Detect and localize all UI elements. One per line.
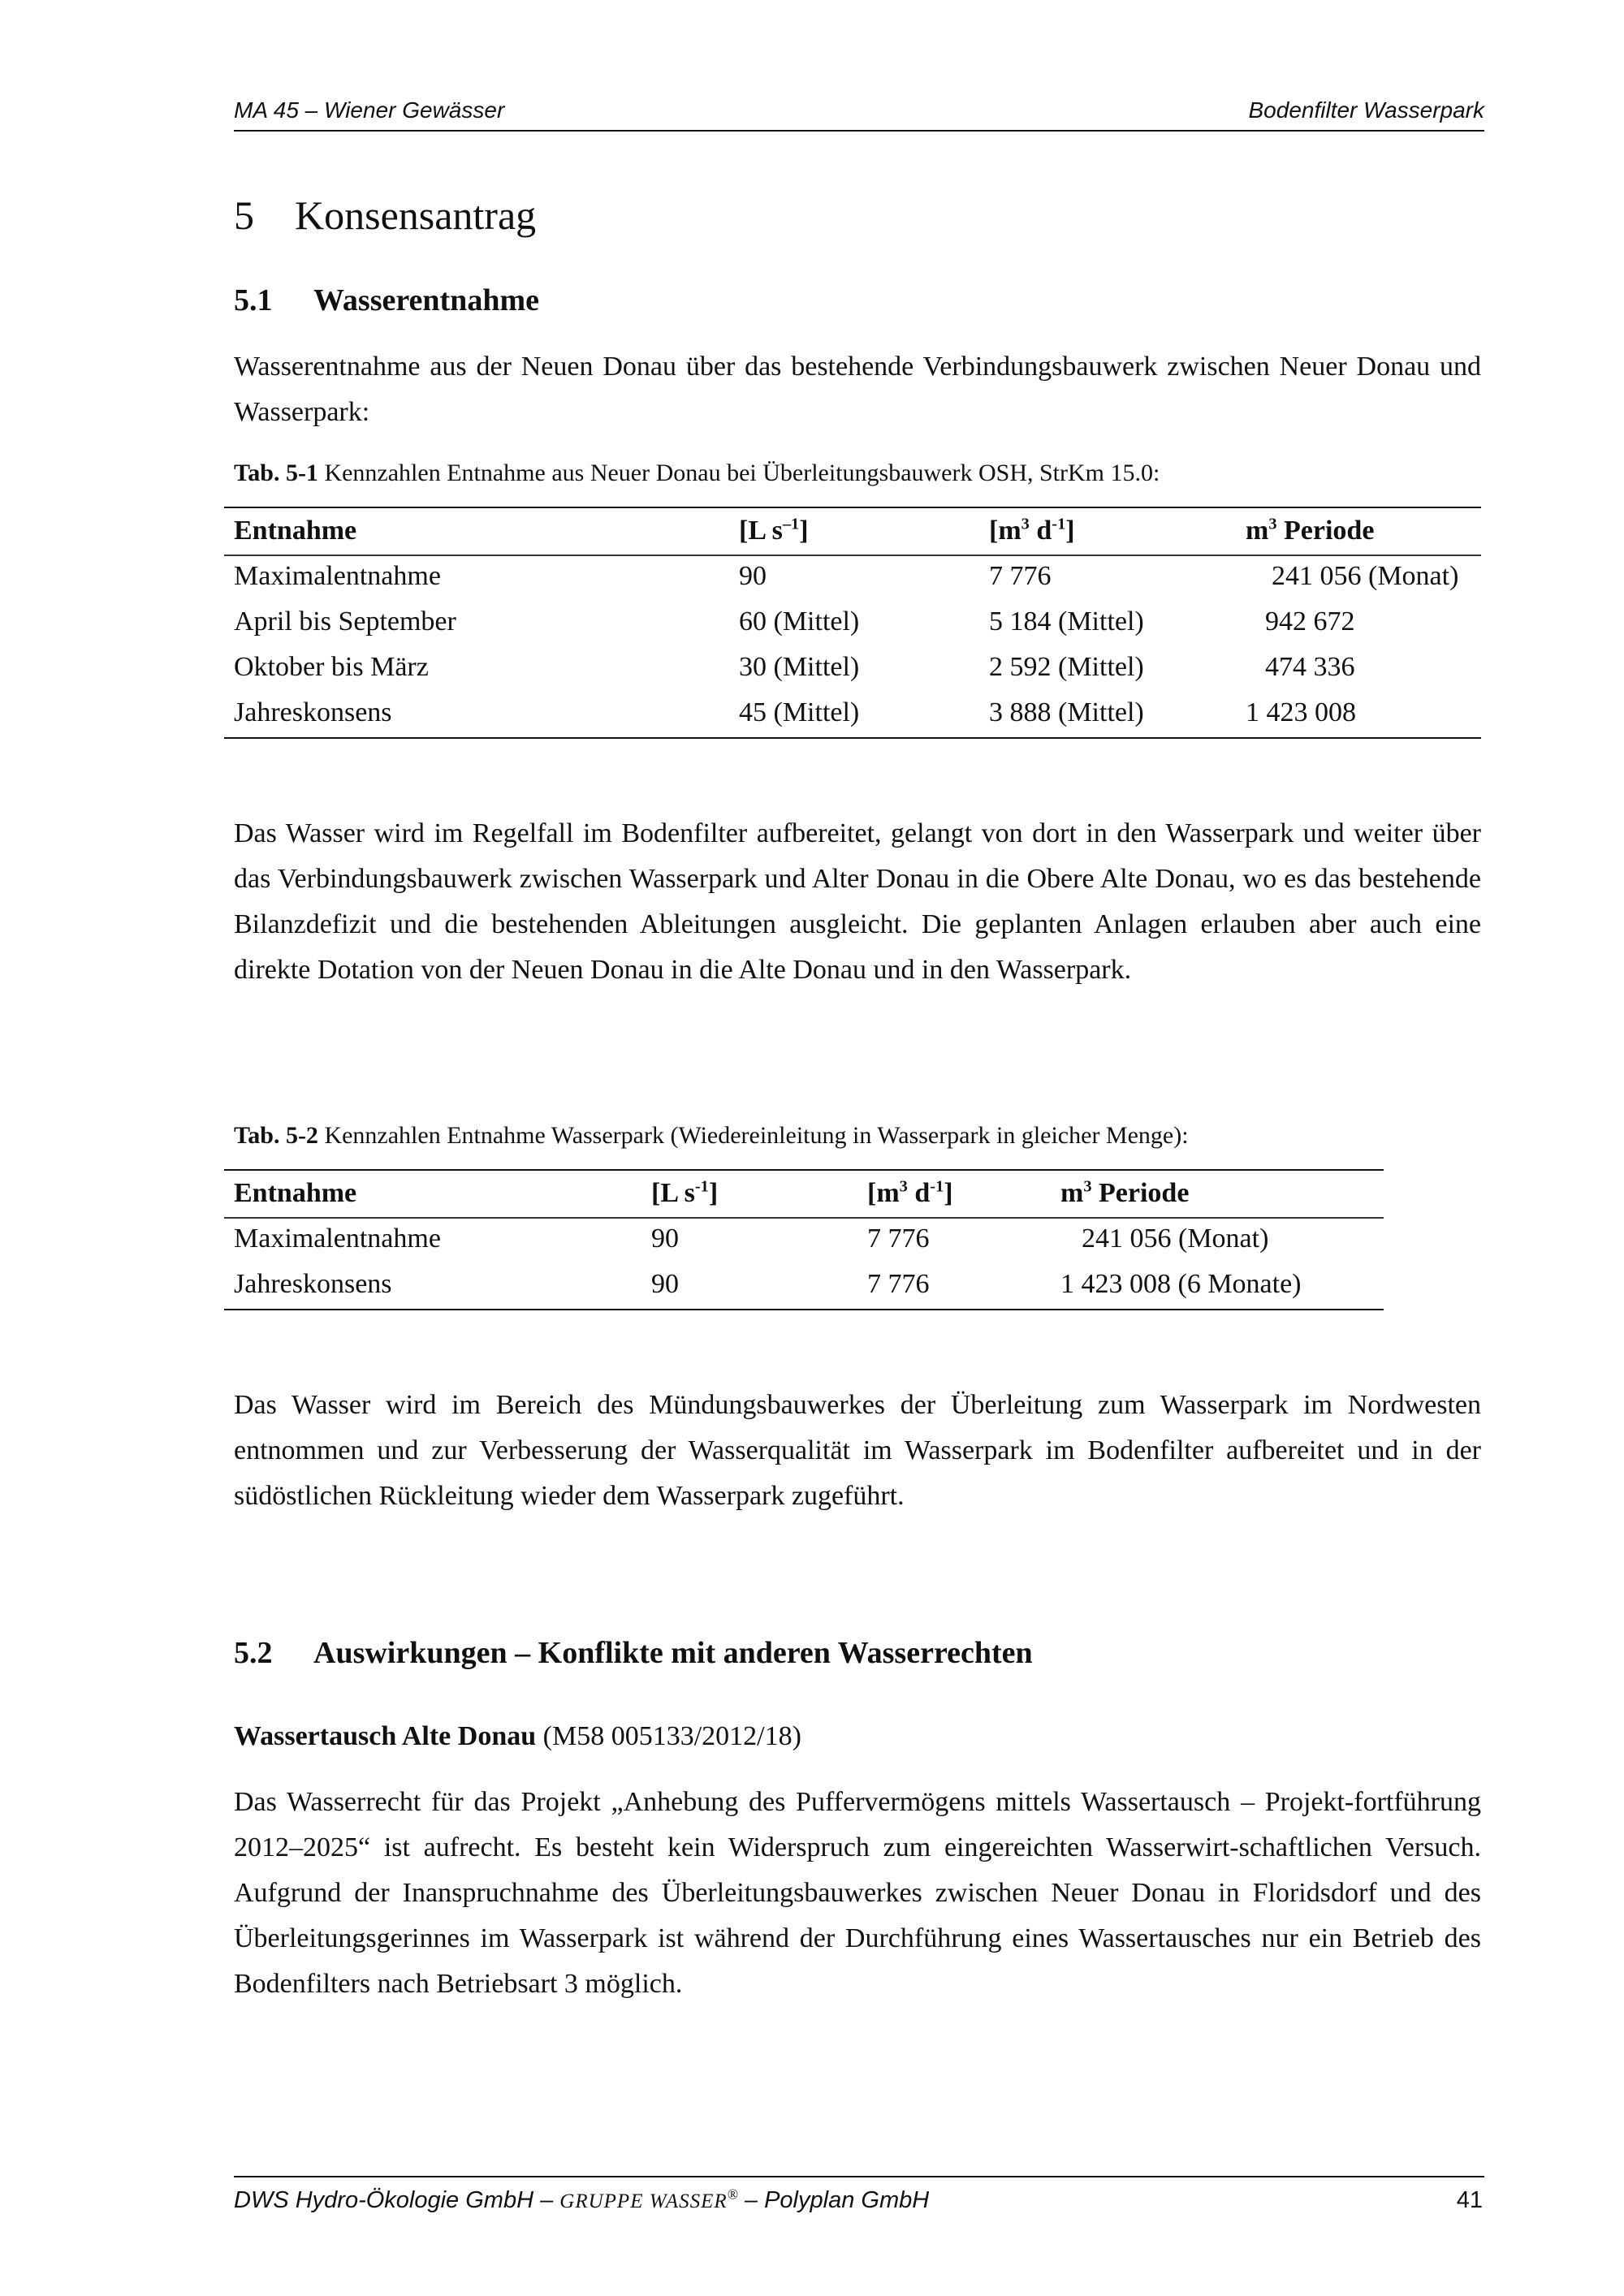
- table-cell: 2 592 (Mittel): [989, 652, 1144, 682]
- caption-label: Tab. 5-1: [234, 460, 318, 486]
- table-cell: 7 776: [989, 561, 1052, 591]
- table2-caption: [234, 1122, 1189, 1150]
- subsection-heading: [234, 1721, 801, 1752]
- table-header-row: [234, 1171, 1382, 1216]
- section-title: Konsensantrag: [295, 192, 537, 238]
- paragraph-3: Das Wasser wird im Bereich des Mündungsbauwerkes der Überleitung zum Wasserpark im Nordwesten entnommen und zur Verbesserung der Wasserqualität im Wasserpark im Bodenfilter aufbereitet und in der südöstlichen Rückleitung wieder dem Wasserpark zugeführt.: [234, 1390, 1481, 1511]
- table-header-row: [234, 508, 1489, 554]
- column-header-entnahme: Entnahme: [234, 1178, 357, 1208]
- column-header-ls: [L $s^{-1}$]: [739, 515, 809, 546]
- footer-left: [234, 2187, 929, 2214]
- column-header-entnahme: Entnahme: [234, 516, 357, 546]
- footer-registered: ®: [727, 2186, 738, 2203]
- table-cell: 3 888 (Mittel): [989, 697, 1144, 727]
- subsection-reference: (M58 005133/2012/18): [542, 1721, 801, 1751]
- table-cell: 474 336: [1265, 652, 1355, 682]
- table-cell: 60 (Mittel): [739, 606, 860, 637]
- table-cell: Jahreskonsens: [234, 1269, 392, 1299]
- table1-caption: [234, 460, 1160, 487]
- table-cell: 30 (Mittel): [739, 652, 860, 682]
- table-cell: Oktober bis März: [234, 652, 429, 682]
- table-cell: 1 423 008 (6 Monate): [1060, 1269, 1302, 1299]
- table-row: [234, 1216, 1382, 1262]
- table-row: [234, 599, 1489, 645]
- column-header-m3d: [$m^3$ $d^{-1}$]: [989, 515, 1075, 546]
- caption-text: Kennzahlen Entnahme Wasserpark (Wiedereinleitung in Wasserpark in gleicher Menge):: [324, 1122, 1189, 1149]
- column-header-m3d: [$m^3$ $d^{-1}$]: [867, 1177, 953, 1208]
- section-number: 5: [234, 192, 254, 238]
- table-cell: 5 184 (Mittel): [989, 606, 1144, 637]
- section-heading-5-2: [234, 1635, 1033, 1671]
- section-number: 5.2: [234, 1636, 273, 1670]
- table-cell: 1 423 008: [1246, 697, 1356, 727]
- column-header-ls: [L $s^{-1}$]: [651, 1177, 719, 1208]
- section-heading-5-1: [234, 283, 539, 318]
- caption-text: Kennzahlen Entnahme aus Neuer Donau bei Überleitungsbauwerk OSH, StrKm 15.0:: [324, 460, 1160, 486]
- footer-company-2: GRUPPE WASSER: [559, 2190, 728, 2212]
- table-row: [234, 690, 1489, 736]
- header-right: Bodenfilter Wasserpark: [1248, 97, 1484, 123]
- page-number: 41: [1456, 2187, 1483, 2213]
- footer-company-1: DWS Hydro-Ökologie GmbH –: [234, 2187, 560, 2213]
- subsection-title: Wassertausch Alte Donau: [234, 1721, 537, 1751]
- table-cell: 241 056 (Monat): [1272, 561, 1459, 591]
- table1-bottom-rule: [224, 737, 1481, 739]
- section-title: Auswirkungen – Konflikte mit anderen Wasserrechten: [313, 1636, 1033, 1670]
- table2: [234, 1171, 1382, 1307]
- table-cell: 90: [739, 561, 767, 591]
- header-rule: [234, 130, 1484, 132]
- table-cell: Jahreskonsens: [234, 697, 392, 727]
- table1: [234, 508, 1489, 736]
- table-cell: Maximalentnahme: [234, 561, 441, 591]
- table-cell: Maximalentnahme: [234, 1224, 441, 1254]
- section-number: 5.1: [234, 283, 273, 317]
- section-title: Wasserentnahme: [313, 283, 539, 317]
- caption-label: Tab. 5-2: [234, 1122, 318, 1149]
- table-row: [234, 645, 1489, 690]
- table-row: [234, 1262, 1382, 1307]
- intro-paragraph: Wasserentnahme aus der Neuen Donau über das bestehende Verbindungsbauwerk zwischen Neuer Donau und Wasserpark:: [234, 352, 1481, 427]
- table-cell: 45 (Mittel): [739, 697, 860, 727]
- table-cell: 90: [651, 1224, 679, 1254]
- table-cell: 7 776: [867, 1269, 930, 1299]
- section-heading-5: [234, 192, 536, 239]
- paragraph-2: Das Wasser wird im Regelfall im Bodenfilter aufbereitet, gelangt von dort in den Wasserpark und weiter über das Verbindungsbauwerk zwischen Wasserpark und Alter Donau in die Obere Alte Donau, wo es das bestehende Bilanzdefizit und die bestehenden Ableitungen ausgleicht. Die geplanten Anlagen erlauben aber auch eine direkte Dotation von der Neuen Donau in die Alte Donau und in den Wasserpark.: [234, 818, 1481, 985]
- paragraph-4: Das Wasserrecht für das Projekt „Anhebung des Puffervermögens mittels Wassertausch – Projekt-fortführung 2012–2025“ ist aufrecht. Es besteht kein Widerspruch zum eingereichten Wasserwirt-schaftlichen Versuch. Aufgrund der Inanspruchnahme des Überleitungsbauwerkes zwischen Neuer Donau in Floridsdorf und des Überleitungsgerinnes im Wasserpark ist während der Durchführung eines Wassertausches nur ein Betrieb des Bodenfilters nach Betriebsart 3 möglich.: [234, 1787, 1481, 1999]
- table-cell: 942 672: [1265, 606, 1355, 637]
- table-row: [234, 554, 1489, 599]
- table-cell: April bis September: [234, 606, 456, 637]
- column-header-periode: $m^3$ Periode: [1246, 515, 1375, 546]
- footer-company-3: – Polyplan GmbH: [737, 2187, 930, 2213]
- table2-bottom-rule: [224, 1309, 1384, 1310]
- table-cell: 90: [651, 1269, 679, 1299]
- table-cell: 241 056 (Monat): [1082, 1224, 1269, 1254]
- column-header-periode: $m^3$ Periode: [1060, 1177, 1190, 1208]
- header-left: MA 45 – Wiener Gewässer: [234, 97, 505, 123]
- table-cell: 7 776: [867, 1224, 930, 1254]
- footer-rule: [234, 2176, 1484, 2177]
